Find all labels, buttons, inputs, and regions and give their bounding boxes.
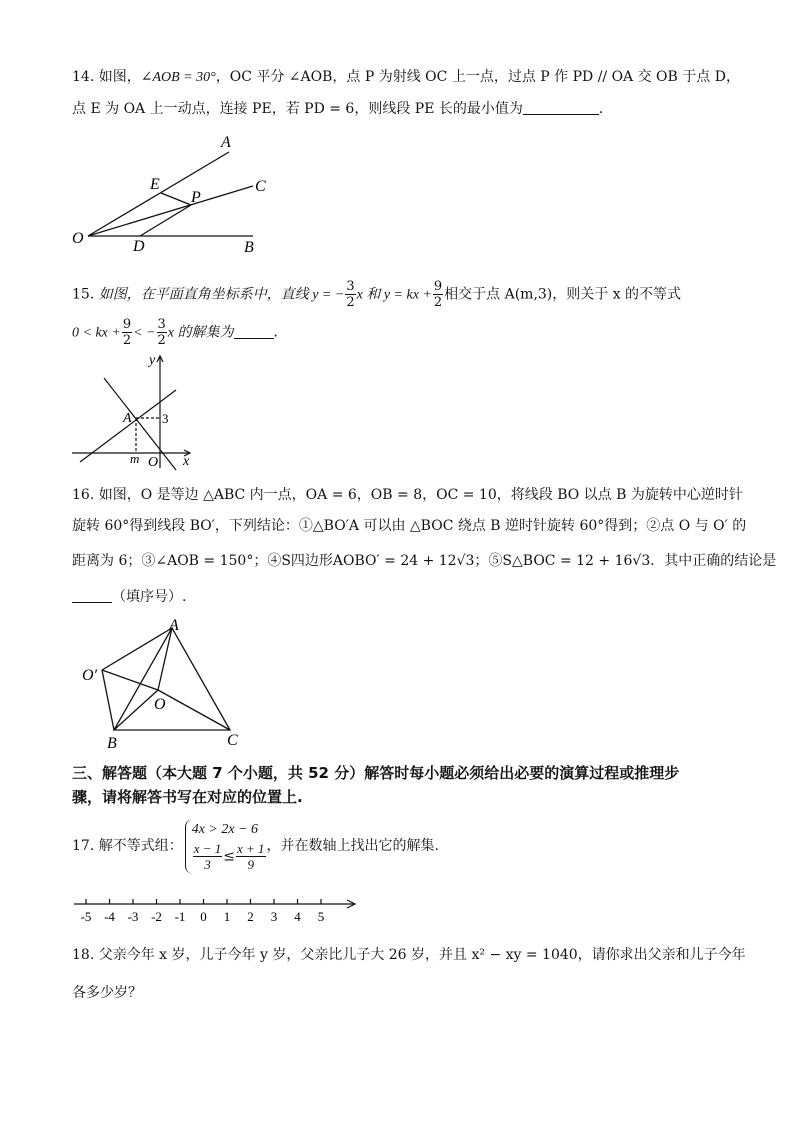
section-3-heading-line-1: 三、解答题（本大题 7 个小题，共 52 分）解答时每小题必须给出必要的演算过程或推理步: [72, 764, 680, 782]
q14-text-d: ．: [598, 101, 613, 117]
q15-text-e: < −: [133, 325, 156, 341]
number-line-tick-label: 4: [294, 909, 301, 924]
q17-inequality-system: [185, 819, 267, 874]
q14-label-p: P: [191, 189, 201, 206]
number-line-tick-label: -5: [80, 909, 92, 924]
q14-text-c: 点 E 为 OA 上一动点，连接 PE，若 PD = 6，则线段 PE 长的最小值为: [72, 101, 523, 117]
q15-label-x: x: [183, 454, 190, 469]
q16-label-o-prime: O′: [82, 667, 98, 684]
q16-line-4: [72, 588, 186, 606]
q16-line-3: [72, 552, 776, 570]
q15-label-y: y: [149, 353, 156, 368]
q14-angle: ∠AOB = 30°: [140, 70, 216, 85]
number-line-tick-label: 1: [223, 909, 231, 924]
q16-line-1: [72, 486, 743, 504]
q15-text-b: x 和 y = kx +: [356, 287, 432, 303]
q14-ray-oc: [88, 186, 253, 236]
q18-line-2: 各多少岁？: [72, 985, 142, 1001]
q16-text-3: 距离为 6；③∠AOB = 150°；④S四边形AOBO′ = 24 + 12√3；⑤S△BOC = 12 + 16√3．其中正确的结论是: [72, 553, 777, 569]
q15-label-m: m: [130, 451, 140, 466]
q15-line-2: [72, 317, 288, 348]
q16-label-b: B: [107, 735, 117, 752]
q14-number: 14.: [72, 69, 95, 85]
q14-label-e: E: [150, 176, 160, 193]
q14-label-o: O: [72, 230, 84, 247]
q16-label-c: C: [227, 732, 238, 749]
number-line-tick-label: -4: [104, 909, 115, 924]
q15-label-a: A: [123, 411, 132, 426]
q17-inequality-2: $\frac{x - 1}{3}$ ≤ $\frac{x + 1}{9}$: [193, 840, 265, 872]
number-line-tick-label: 0: [200, 909, 207, 924]
q14-text-b: ，OC 平分 ∠AOB，点 P 为射线 OC 上一点，过点 P 作 PD // OA 交 OB 于点 D，: [215, 69, 740, 85]
q16-segment-ao-prime: [102, 628, 172, 670]
number-line-tick-label: 3: [270, 909, 278, 924]
q17-number-line: [72, 894, 362, 928]
q14-line-1: [72, 68, 740, 87]
q15-text-d: 0 < kx +: [72, 325, 121, 341]
q16-number: 16.: [72, 487, 95, 503]
q15-answer-blank[interactable]: [234, 324, 274, 339]
q16-segment-bo-prime: [102, 670, 114, 730]
q16-segment-o-o-prime: [102, 670, 158, 690]
q17-suffix: ，并在数轴上找出它的解集.: [266, 838, 439, 854]
number-line-tick-label: -3: [127, 909, 139, 924]
q15-fraction-2: $\frac{9}{2}$: [433, 279, 443, 310]
q15-text-g: ．: [273, 324, 288, 341]
q18-line-1: 18. 父亲今年 x 岁，儿子今年 y 岁，父亲比儿子大 26 岁，并且 x² − xy = 1040，请你求出父亲和儿子今年: [72, 947, 746, 963]
q17-line: [72, 814, 439, 878]
q15-fraction-1: $\frac{3}{2}$: [346, 279, 355, 310]
q15-text-f: x 的解集为: [167, 325, 234, 341]
q15-label-o: O: [148, 455, 159, 470]
q15-text-a: 如图，在平面直角坐标系中，直线 y = −: [98, 287, 345, 303]
q14-label-a: A: [221, 134, 231, 151]
q16-text-1: 如图，O 是等边 △ABC 内一点，OA = 6，OB = 8，OC = 10，将线段 BO 以点 B 为旋转中心逆时针: [98, 487, 743, 503]
q14-segment-pe: [161, 193, 191, 205]
q15-text-c: 相交于点 A(m,3)，则关于 x 的不等式: [444, 286, 682, 303]
q16-label-a: A: [169, 617, 179, 634]
q15-fraction-4: $\frac{3}{2}$: [157, 317, 166, 348]
q14-label-b: B: [244, 239, 254, 256]
q14-label-c: C: [255, 178, 266, 195]
q14-ray-oa: [88, 152, 229, 236]
section-3-heading-line-2: 骤，请将解答书写在对应的位置上.: [72, 788, 303, 806]
q14-text-a: 如图，: [98, 69, 141, 85]
q15-number: 15.: [72, 286, 95, 303]
q16-figure: [76, 614, 250, 752]
q16-text-2: 旋转 60°得到线段 BO′，下列结论：①△BO′A 可以由 △BOC 绕点 B 逆时针旋转 60°得到；②点 O 与 O′ 的: [72, 518, 747, 534]
number-line-tick-label: 5: [317, 909, 325, 924]
number-line-tick-label: -1: [174, 909, 186, 924]
q16-label-o: O: [154, 696, 166, 713]
q15-fraction-3: $\frac{9}{2}$: [122, 317, 132, 348]
number-line-tick-label: 2: [247, 909, 254, 924]
q15-figure: [66, 350, 200, 472]
q14-label-d: D: [133, 238, 145, 255]
q15-line-1: [72, 279, 682, 310]
q17-prefix: 17. 解不等式组：: [72, 838, 183, 854]
q14-answer-blank[interactable]: [523, 100, 599, 115]
q16-segment-ob: [114, 690, 158, 730]
q14-figure: [66, 130, 286, 256]
q16-text-4: （填序号）.: [112, 589, 187, 605]
q16-segment-oa: [158, 628, 172, 690]
q14-line-2: [72, 100, 613, 118]
q16-answer-blank[interactable]: [72, 588, 112, 603]
q17-inequality-1: 4x > 2x − 6: [191, 821, 259, 837]
q14-segment-pd: [140, 205, 191, 236]
q15-label-3: 3: [162, 411, 169, 426]
q16-line-2: [72, 517, 746, 535]
number-line-tick-label: -2: [151, 909, 162, 924]
